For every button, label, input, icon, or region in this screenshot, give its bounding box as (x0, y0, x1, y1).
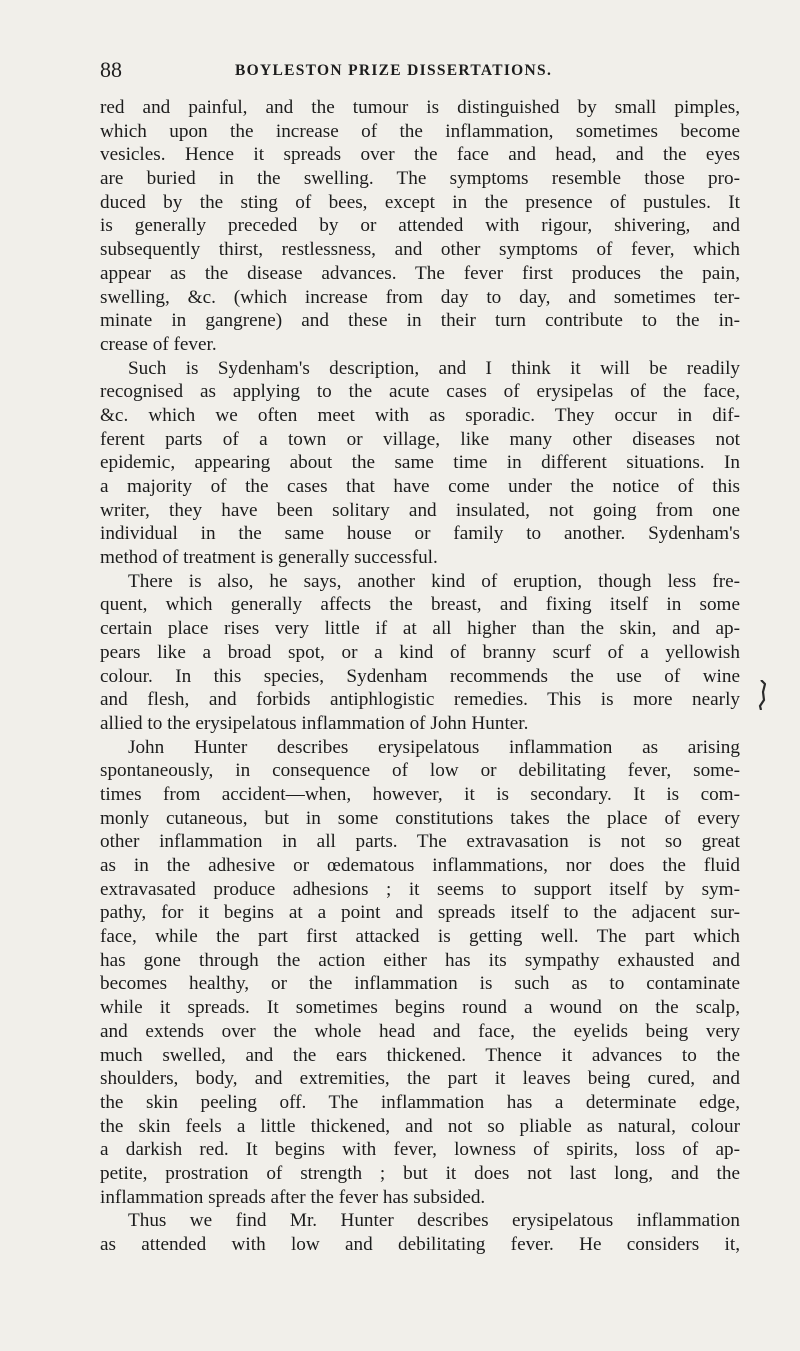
text-line: quent, which generally affects the breast, and fixing itself in some (100, 594, 740, 616)
text-line: minate in gangrene) and these in their turn contribute to the in- (100, 310, 740, 332)
text-line: inflammation spreads after the fever has subsided. (100, 1186, 486, 1208)
text-line: allied to the erysipelatous inflammation of John Hunter. (100, 712, 529, 734)
text-line: epidemic, appearing about the same time in different situations. In (100, 452, 740, 474)
text-line: and flesh, and forbids antiphlogistic remedies. This is more nearly (100, 689, 740, 711)
text-line: appear as the disease advances. The fever first produces the pain, (100, 262, 740, 284)
text-line: John Hunter describes erysipelatous inflammation as arising (128, 736, 740, 758)
text-line: has gone through the action either has its sympathy exhausted and (100, 949, 740, 971)
text-line: monly cutaneous, but in some constitutions takes the place of every (100, 807, 740, 829)
text-line: writer, they have been solitary and insulated, not going from one (100, 499, 740, 521)
text-line: is generally preceded by or attended with rigour, shivering, and (100, 215, 740, 237)
running-head-title: BOYLESTON PRIZE DISSERTATIONS. (235, 62, 553, 79)
text-line: colour. In this species, Sydenham recommends the use of wine (100, 665, 740, 687)
running-head (100, 58, 740, 82)
text-line: other inflammation in all parts. The extravasation is not so great (100, 831, 740, 853)
text-line: the skin feels a little thickened, and not so pliable as natural, colour (100, 1115, 740, 1137)
text-line: the skin peeling off. The inflammation has a determinate edge, (100, 1091, 740, 1113)
text-line: crease of fever. (100, 333, 217, 355)
text-line: pathy, for it begins at a point and spreads itself to the adjacent sur- (100, 902, 740, 924)
text-line: a darkish red. It begins with fever, lowness of spirits, loss of ap- (100, 1139, 740, 1161)
text-line: shoulders, body, and extremities, the part it leaves being cured, and (100, 1068, 740, 1090)
text-line: Thus we find Mr. Hunter describes erysipelatous inflammation (128, 1210, 740, 1232)
text-line: and extends over the whole head and face, the eyelids being very (100, 1020, 740, 1042)
text-line: swelling, &c. (which increase from day to day, and sometimes ter- (100, 286, 740, 308)
text-line: as in the adhesive or œdematous inflammations, nor does the fluid (100, 855, 740, 876)
text-line: red and painful, and the tumour is distinguished by small pimples, (100, 97, 740, 118)
text-line: a majority of the cases that have come under the notice of this (100, 476, 740, 497)
text-line: becomes healthy, or the inflammation is such as to contaminate (100, 973, 740, 995)
text-line: individual in the same house or family to another. Sydenham's (100, 523, 740, 545)
text-line: vesicles. Hence it spreads over the face and head, and the eyes (100, 144, 740, 166)
text-line: much swelled, and the ears thickened. Thence it advances to the (100, 1044, 740, 1066)
text-line: &c. which we often meet with as sporadic. They occur in dif- (100, 404, 740, 426)
text-line: as attended with low and debilitating fever. He considers it, (100, 1234, 740, 1255)
text-line: extravasated produce adhesions ; it seems to support itself by sym- (100, 878, 740, 900)
text-line: spontaneously, in consequence of low or debilitating fever, some- (100, 760, 740, 782)
text-line: which upon the increase of the inflammation, sometimes become (100, 120, 740, 142)
text-line: times from accident—when, however, it is secondary. It is com- (100, 783, 740, 805)
text-line: ferent parts of a town or village, like many other diseases not (100, 428, 740, 450)
text-line: while it spreads. It sometimes begins round a wound on the scalp, (100, 997, 740, 1019)
text-line: petite, prostration of strength ; but it does not last long, and the (100, 1162, 740, 1184)
margin-ink-mark (758, 680, 766, 710)
text-line: method of treatment is generally successful. (100, 547, 438, 569)
body-text (100, 96, 740, 1257)
text-line: pears like a broad spot, or a kind of branny scurf of a yellowish (100, 641, 740, 663)
page-number: 88 (100, 57, 122, 82)
text-line: are buried in the swelling. The symptoms resemble those pro- (100, 168, 740, 190)
text-line: Such is Sydenham's description, and I think it will be readily (128, 357, 740, 379)
text-line: face, while the part first attacked is getting well. The part which (100, 926, 740, 948)
text-line: certain place rises very little if at all higher than the skin, and ap- (100, 618, 740, 640)
text-line: duced by the sting of bees, except in the presence of pustules. It (100, 191, 740, 213)
text-line: subsequently thirst, restlessness, and other symptoms of fever, which (100, 239, 740, 261)
text-line: There is also, he says, another kind of eruption, though less fre- (128, 570, 740, 592)
text-line: recognised as applying to the acute cases of erysipelas of the face, (100, 381, 740, 403)
